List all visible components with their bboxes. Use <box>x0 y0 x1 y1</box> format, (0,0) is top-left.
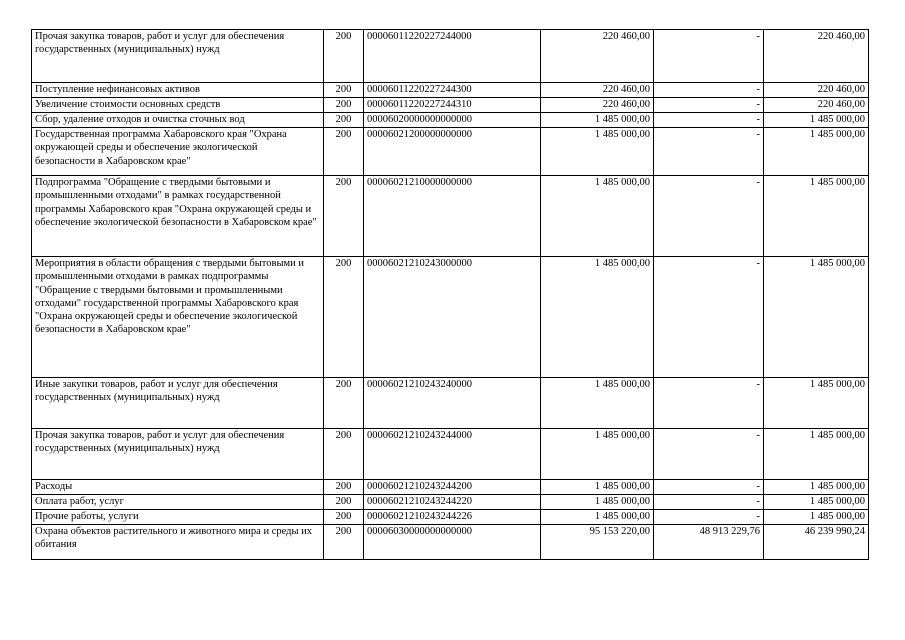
row-code: 200 <box>324 495 364 510</box>
row-approved: 1 485 000,00 <box>541 510 654 525</box>
row-code: 200 <box>324 525 364 560</box>
row-executed: - <box>654 378 764 429</box>
row-unexecuted: 1 485 000,00 <box>764 480 869 495</box>
row-approved: 1 485 000,00 <box>541 480 654 495</box>
row-unexecuted: 1 485 000,00 <box>764 176 869 257</box>
row-executed: - <box>654 510 764 525</box>
row-executed: - <box>654 429 764 480</box>
row-kbk: 00006021210243240000 <box>364 378 541 429</box>
row-unexecuted: 1 485 000,00 <box>764 378 869 429</box>
table-row <box>32 429 869 480</box>
table-body <box>32 30 869 560</box>
row-kbk: 00006020000000000000 <box>364 113 541 128</box>
row-name: Подпрограмма "Обращение с твердыми бытовыми и промышленными отходами" в рамках государственной программы Хабаровского края "Охрана окружающей среды и обеспечение экологической безопасности в Хабаровском крае" <box>32 176 324 257</box>
row-name: Расходы <box>32 480 324 495</box>
row-executed: 48 913 229,76 <box>654 525 764 560</box>
row-unexecuted: 220 460,00 <box>764 83 869 98</box>
row-approved: 1 485 000,00 <box>541 257 654 378</box>
row-kbk: 00006030000000000000 <box>364 525 541 560</box>
row-name: Иные закупки товаров, работ и услуг для обеспечения государственных (муниципальных) нужд <box>32 378 324 429</box>
row-approved: 1 485 000,00 <box>541 176 654 257</box>
table-row <box>32 30 869 83</box>
row-kbk: 00006011220227244000 <box>364 30 541 83</box>
budget-table <box>31 29 869 560</box>
row-unexecuted: 1 485 000,00 <box>764 113 869 128</box>
row-unexecuted: 1 485 000,00 <box>764 257 869 378</box>
table-row <box>32 98 869 113</box>
row-approved: 220 460,00 <box>541 83 654 98</box>
row-executed: - <box>654 480 764 495</box>
row-name: Сбор, удаление отходов и очистка сточных вод <box>32 113 324 128</box>
row-unexecuted: 1 485 000,00 <box>764 510 869 525</box>
row-code: 200 <box>324 83 364 98</box>
row-code: 200 <box>324 378 364 429</box>
row-executed: - <box>654 176 764 257</box>
row-code: 200 <box>324 176 364 257</box>
table-row <box>32 480 869 495</box>
table-row <box>32 176 869 257</box>
row-approved: 1 485 000,00 <box>541 495 654 510</box>
row-approved: 1 485 000,00 <box>541 113 654 128</box>
row-approved: 220 460,00 <box>541 30 654 83</box>
row-approved: 1 485 000,00 <box>541 128 654 176</box>
table-row <box>32 510 869 525</box>
row-name: Прочие работы, услуги <box>32 510 324 525</box>
row-kbk: 00006021210243244000 <box>364 429 541 480</box>
row-name: Государственная программа Хабаровского края "Охрана окружающей среды и обеспечение экологической безопасности в Хабаровском крае" <box>32 128 324 176</box>
row-approved: 1 485 000,00 <box>541 429 654 480</box>
row-code: 200 <box>324 113 364 128</box>
row-unexecuted: 1 485 000,00 <box>764 429 869 480</box>
row-code: 200 <box>324 98 364 113</box>
table-row <box>32 495 869 510</box>
row-unexecuted: 220 460,00 <box>764 98 869 113</box>
table-row <box>32 525 869 560</box>
row-unexecuted: 1 485 000,00 <box>764 495 869 510</box>
row-executed: - <box>654 495 764 510</box>
row-kbk: 00006011220227244310 <box>364 98 541 113</box>
row-approved: 1 485 000,00 <box>541 378 654 429</box>
row-executed: - <box>654 257 764 378</box>
row-code: 200 <box>324 257 364 378</box>
row-kbk: 00006021200000000000 <box>364 128 541 176</box>
row-name: Увеличение стоимости основных средств <box>32 98 324 113</box>
row-approved: 95 153 220,00 <box>541 525 654 560</box>
table-row <box>32 257 869 378</box>
row-name: Прочая закупка товаров, работ и услуг для обеспечения государственных (муниципальных) нужд <box>32 30 324 83</box>
row-kbk: 00006021210243244226 <box>364 510 541 525</box>
row-executed: - <box>654 128 764 176</box>
row-name: Прочая закупка товаров, работ и услуг для обеспечения государственных (муниципальных) нужд <box>32 429 324 480</box>
row-unexecuted: 46 239 990,24 <box>764 525 869 560</box>
row-code: 200 <box>324 128 364 176</box>
row-name: Поступление нефинансовых активов <box>32 83 324 98</box>
row-executed: - <box>654 113 764 128</box>
row-unexecuted: 1 485 000,00 <box>764 128 869 176</box>
row-kbk: 00006021210243244200 <box>364 480 541 495</box>
row-code: 200 <box>324 510 364 525</box>
row-name: Охрана объектов растительного и животного мира и среды их обитания <box>32 525 324 560</box>
table-row <box>32 83 869 98</box>
row-unexecuted: 220 460,00 <box>764 30 869 83</box>
row-code: 200 <box>324 480 364 495</box>
row-kbk: 00006021210243000000 <box>364 257 541 378</box>
table-row <box>32 113 869 128</box>
row-kbk: 00006011220227244300 <box>364 83 541 98</box>
table-row <box>32 378 869 429</box>
row-executed: - <box>654 30 764 83</box>
row-executed: - <box>654 98 764 113</box>
row-executed: - <box>654 83 764 98</box>
row-approved: 220 460,00 <box>541 98 654 113</box>
row-kbk: 00006021210243244220 <box>364 495 541 510</box>
row-name: Оплата работ, услуг <box>32 495 324 510</box>
row-code: 200 <box>324 429 364 480</box>
row-kbk: 00006021210000000000 <box>364 176 541 257</box>
row-name: Мероприятия в области обращения с твердыми бытовыми и промышленными отходами в рамках подпрограммы "Обращение с твердыми бытовыми и промышленными отходами" государственной программы Хабаровского края "Охрана окружающей среды и обеспечение экологической безопасности в Хабаровском крае" <box>32 257 324 378</box>
table-row <box>32 128 869 176</box>
row-code: 200 <box>324 30 364 83</box>
